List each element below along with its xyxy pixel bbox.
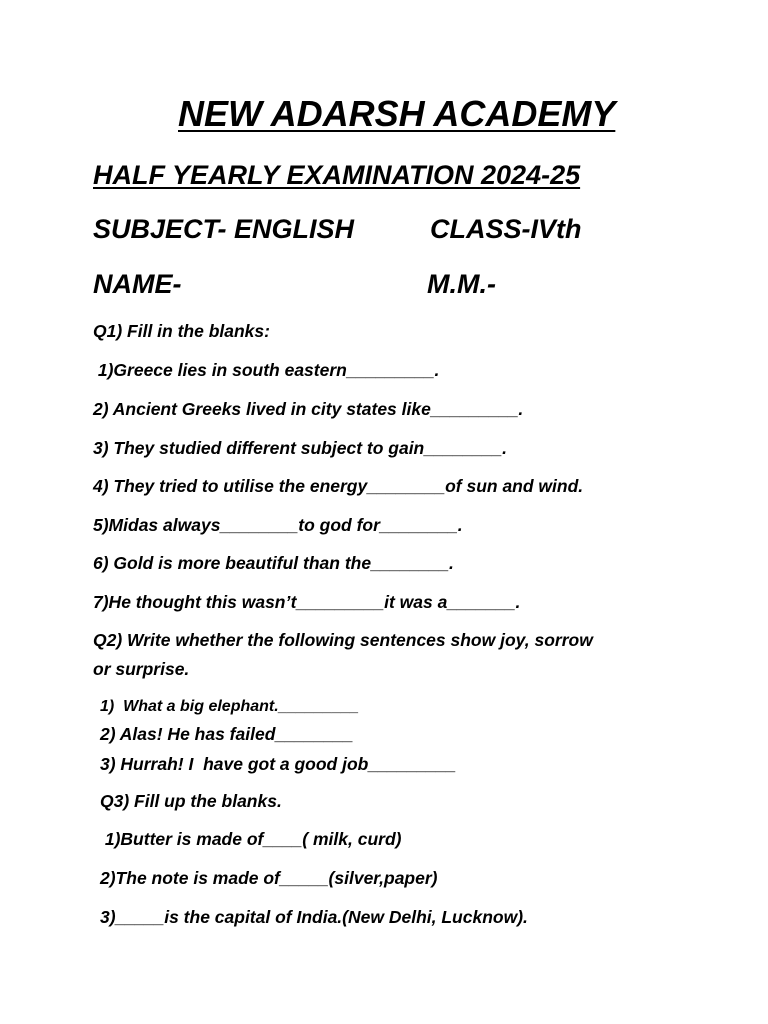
max-marks-label: M.M.- [427, 269, 496, 299]
q1-item: 6) Gold is more beautiful than the________. [93, 553, 454, 573]
q1-item: 1)Greece lies in south eastern_________. [93, 360, 440, 380]
q3-item: 2)The note is made of_____(silver,paper) [100, 868, 438, 888]
school-name: NEW ADARSH ACADEMY [178, 93, 616, 134]
q3-item: 3)_____is the capital of India.(New Delhi, Lucknow). [100, 907, 528, 927]
q1-heading: Q1) Fill in the blanks: [93, 321, 270, 341]
q2-heading-line2: or surprise. [93, 659, 190, 679]
q2-item: 2) Alas! He has failed________ [100, 724, 354, 744]
name-label: NAME- [93, 269, 182, 299]
subject-label: SUBJECT- ENGLISH [93, 214, 355, 244]
q1-item: 5)Midas always________to god for________. [93, 515, 463, 535]
q1-item: 2) Ancient Greeks lived in city states like_________. [93, 399, 524, 419]
q1-item: 4) They tried to utilise the energy________of sun and wind. [93, 476, 584, 496]
q1-item: 3) They studied different subject to gain________. [93, 438, 507, 458]
exam-title: HALF YEARLY EXAMINATION 2024-25 [93, 160, 581, 190]
class-label: CLASS-IVth [430, 214, 582, 244]
q2-item: 1) What a big elephant._________ [100, 698, 359, 715]
q3-item: 1)Butter is made of____( milk, curd) [100, 829, 402, 849]
q2-heading-line1: Q2) Write whether the following sentences show joy, sorrow [93, 630, 593, 650]
q3-heading: Q3) Fill up the blanks. [100, 791, 282, 811]
q1-item: 7)He thought this wasn’t_________it was a_______. [93, 592, 521, 612]
q2-item: 3) Hurrah! I have got a good job_________ [100, 754, 456, 774]
